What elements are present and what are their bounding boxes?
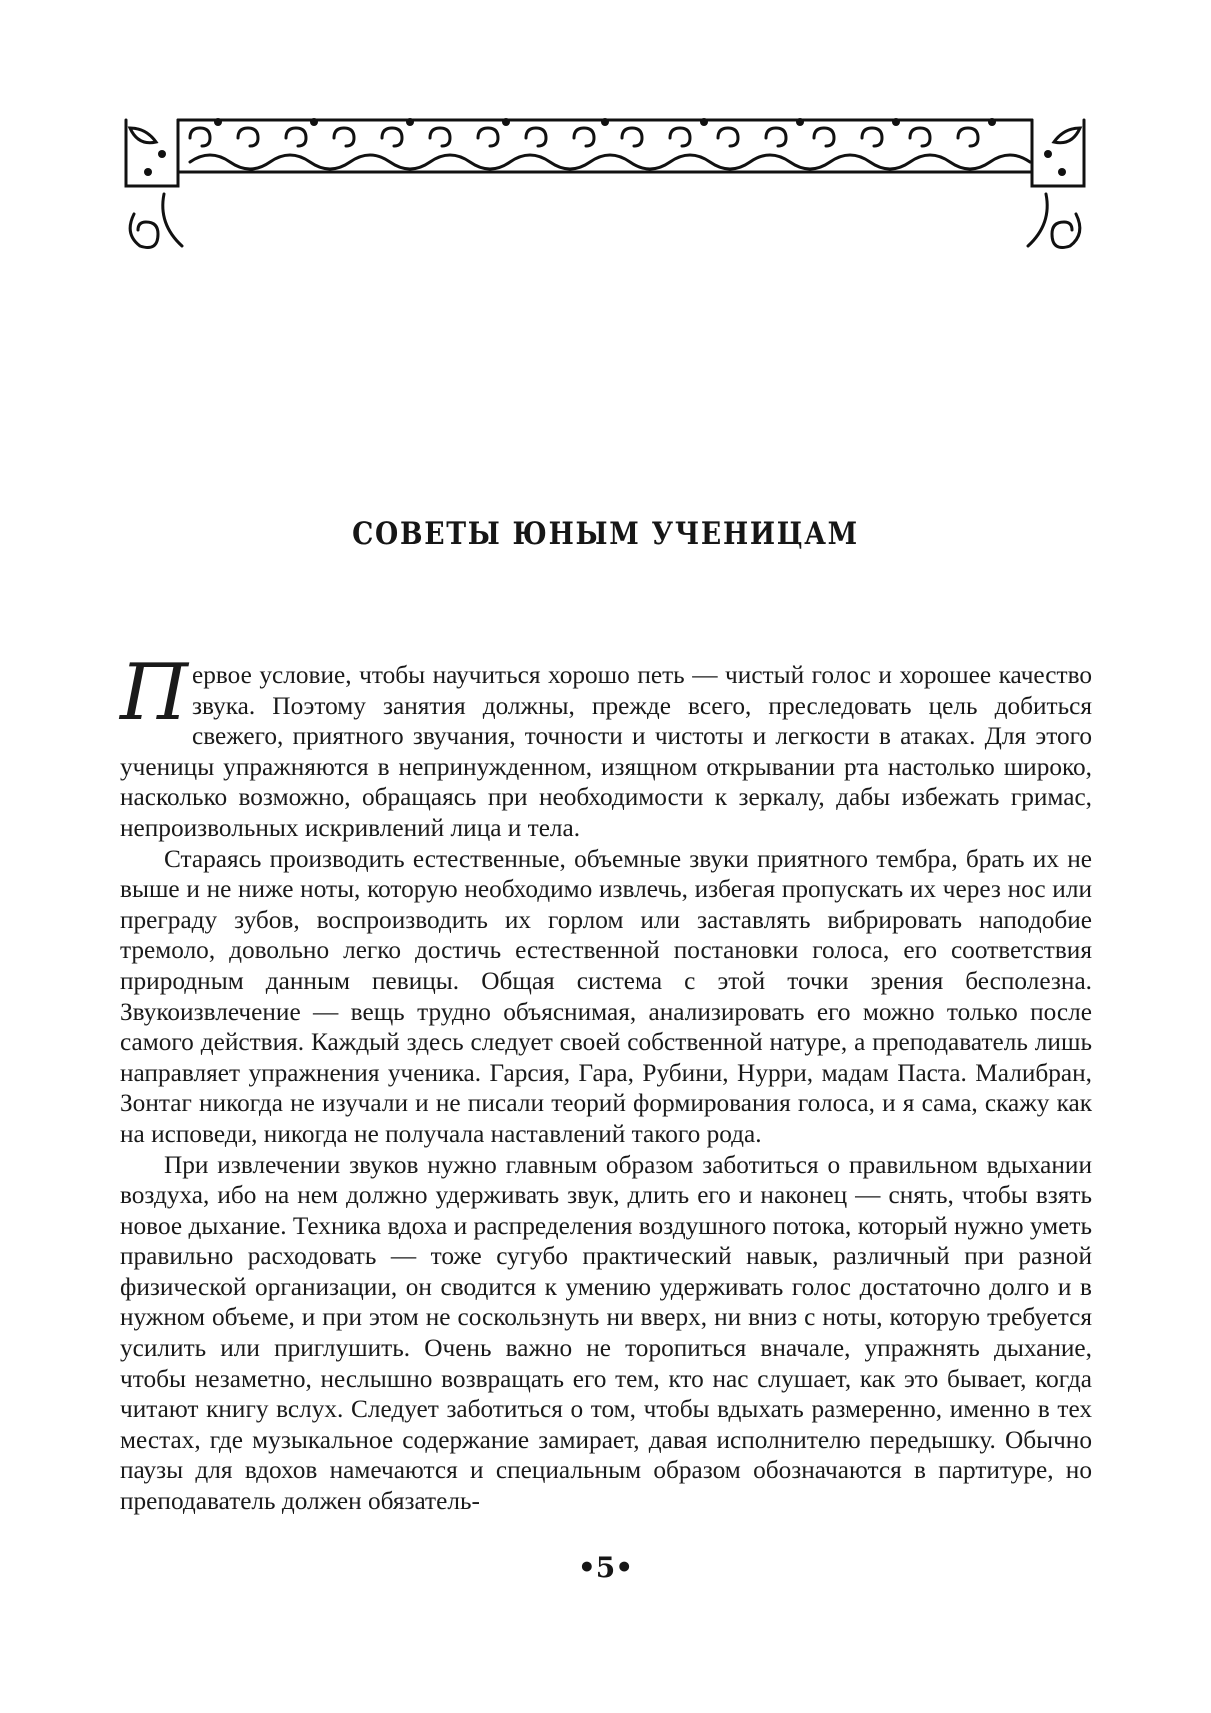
paragraph: Стараясь производить естественные, объемные звуки приятного тембра, брать их не выше и не ниже ноты, которую необходимо извлечь, избегая пропускать их через нос или преграду зубов, воспроизводить их горлом или заставлять вибрировать наподобие тремоло, довольно легко достичь естественной постановки голоса, его соответствия природным данным певицы. Общая система с этой точки зрения бесполезна. Звукоизвлечение — вещь трудно объяснимая, анализировать его можно только после самого действия. Каждый здесь следует своей собственной натуре, а преподаватель лишь направляет упражнения ученика. Гарсия, Гара, Рубини, Нурри, мадам Паста. Малибран, Зонтаг никогда не изучали и не писали теорий формирования голоса, и я сама, скажу как на исповеди, никогда не получала наставлений такого рода. (120, 844, 1092, 1148)
paragraph: При извлечении звуков нужно главным образом заботиться о правильном вдыхании воздуха, ибо на нем должно удерживать звук, длить его и наконец — снять, чтобы взять новое дыхание. Техника вдоха и распределения воздушного потока, который нужно уметь правильно расходовать — тоже сугубо практический навык, различный при разной физической организации, он сводится к умению удерживать голос достаточно долго и в нужном объеме, и при этом не соскользнуть ни вверх, ни вниз с ноты, которую требуется усилить или приглушить. Очень важно не торопиться вначале, упражнять дыхание, чтобы незаметно, неслышно возвращать его тем, кто нас слушает, как это бывает, когда читают книгу вслух. Следует заботиться о том, чтобы вдыхать размеренно, именно в тех местах, где музыкальное содержание замирает, давая исполнителю передышку. Обычно паузы для вдохов намечаются и специальным образом обозначаются в партитуре, но преподаватель должен обязатель- (120, 1150, 1092, 1516)
decorative-headpiece (118, 114, 1092, 266)
paragraph-text: ервое условие, чтобы научиться хорошо петь — чистый голос и хорошее качество звука. Поэтому занятия должны, прежде всего, преследовать цель добиться свежего, приятного звучания, точности и чистоты и легкости в атаках. Для этого ученицы упражняются в непринужденном, изящном открывании рта настолько широко, насколько возможно, обращаясь при необходимости к зеркалу, дабы избежать гримас, непроизвольных искривлений лица и тела. (120, 661, 1092, 842)
drop-cap: П (120, 648, 189, 738)
paragraph (120, 648, 1092, 844)
ornament-left-corner (126, 120, 182, 248)
chapter-title: СОВЕТЫ ЮНЫМ УЧЕНИЦАМ (352, 516, 859, 552)
page-number: •5• (577, 1551, 634, 1584)
ornament-band (190, 118, 1030, 169)
body-text (120, 648, 1092, 1517)
ornament-right-corner (1028, 120, 1084, 248)
